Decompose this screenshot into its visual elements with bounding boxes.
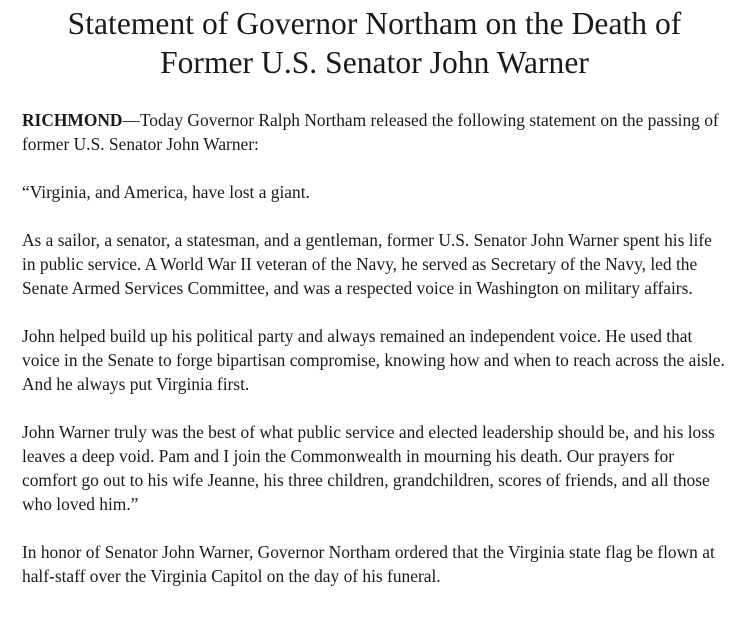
mourning-paragraph: John Warner truly was the best of what public service and elected leadership should be, and his loss leaves a deep void. Pam and I join the Commonwealth in mourning his death. Our prayers for comfort go out to his wife Jeanne, his three children, grandchildren, scores of friends, and all those who loved him.” bbox=[22, 422, 715, 514]
lead-paragraph bbox=[22, 108, 727, 156]
quote-opening-paragraph: “Virginia, and America, have lost a giant. bbox=[22, 182, 310, 202]
article-body bbox=[22, 108, 727, 588]
lead-text: —Today Governor Ralph Northam released the following statement on the passing of former U.S. Senator John Warner: bbox=[22, 110, 719, 154]
service-paragraph: As a sailor, a senator, a statesman, and a gentleman, former U.S. Senator John Warner spent his life in public service. A World War II veteran of the Navy, he served as Secretary of the Navy, led the Senate Armed Services Committee, and was a respected voice in Washington on military affairs. bbox=[22, 230, 712, 298]
independent-voice-paragraph: John helped build up his political party and always remained an independent voice. He used that voice in the Senate to forge bipartisan compromise, knowing how and when to reach across the aisle. And he always put Virginia first. bbox=[22, 326, 725, 394]
title-line-1: Statement of Governor Northam on the Death of bbox=[67, 6, 682, 41]
title-line-2: Former U.S. Senator John Warner bbox=[160, 45, 589, 80]
half-staff-paragraph: In honor of Senator John Warner, Governor Northam ordered that the Virginia state flag be flown at half-staff over the Virginia Capitol on the day of his funeral. bbox=[22, 542, 715, 586]
page-title bbox=[22, 0, 727, 82]
dateline: RICHMOND bbox=[22, 110, 123, 130]
